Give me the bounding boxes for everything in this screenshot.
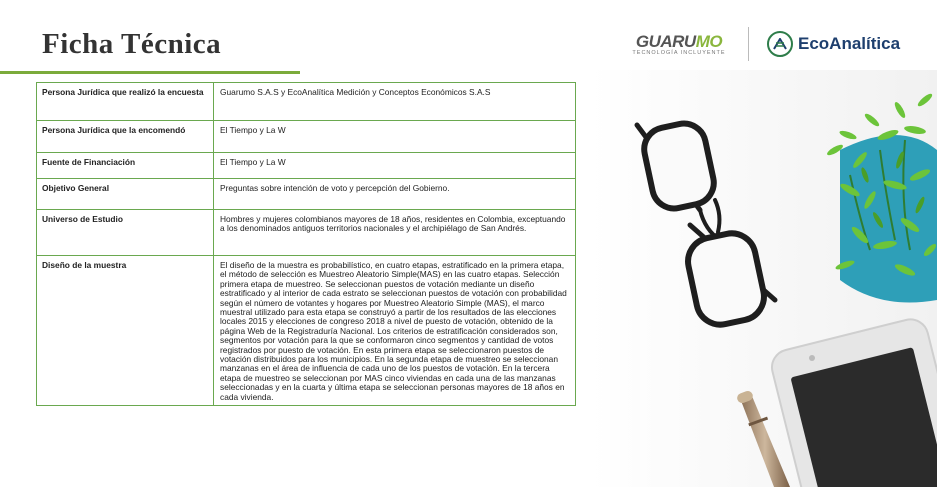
row-value: Guarumo S.A.S y EcoAnalítica Medición y Conceptos Económicos S.A.S [214, 83, 576, 121]
row-value: Hombres y mujeres colombianos mayores de 18 años, residentes en Colombia, exceptuando a los denominados antiguos territorios nacionales y el archipiélago de San Andrés. [214, 210, 576, 256]
guarumo-tagline: TECNOLOGÍA INCLUYENTE [632, 50, 726, 56]
row-label: Objetivo General [37, 179, 214, 210]
ecoanalitica-name: EcoAnalítica [798, 34, 901, 53]
ecoanalitica-logo [767, 31, 900, 57]
table-row [37, 83, 576, 121]
row-label: Universo de Estudio [37, 210, 214, 256]
row-label: Persona Jurídica que realizó la encuesta [37, 83, 214, 121]
table-row [37, 179, 576, 210]
table-row [37, 121, 576, 153]
ecoanalitica-mark-icon [767, 31, 793, 57]
row-label: Persona Jurídica que la encomendó [37, 121, 214, 153]
row-value: El diseño de la muestra es probabilístico, en cuatro etapas, estratificado en la primera etapa, el método de selección es Muestreo Aleatorio Simple(MAS) en las cuatro etapas. Selección primera etapa de muestreo. Se seleccionan puestos de votación mediante un diseño estratificado y al interior de cada estrato se seleccionan puestos de votación con probabilidad según el número de votantes y hogares por Muestreo Aleatorio Simple (MAS), el marco muestral utilizado para esta etapa se construyó a partir de los resultados de las elecciones locales 2015 y elecciones de congreso 2018 a nivel de puesto de votación, obtenido de la página Web de la Registraduría Nacional. Los criterios de estratificación considerados son, segmentos por votación para la que se conformaron cinco segmentos y cantidad de votos registrados por puesto de votación. En esta primera etapa se seleccionaron puestos de votación distribuidos para los municipios. En la segunda etapa de muestreo se seleccionan manzanas en el área de influencia de cada uno de los puestos de votación. En la tercera etapa de muestreo se seleccionan por MAS cinco viviendas en cada una de las manzanas seleccionadas y en la cuarta y última etapa se seleccionan personas mayores de 18 años en cada vivienda. [214, 256, 576, 406]
logo-bar [626, 26, 900, 62]
page-title: Ficha Técnica [42, 28, 222, 60]
technical-sheet-table [36, 82, 576, 406]
table-row [37, 256, 576, 406]
title-underline [0, 71, 300, 74]
row-label: Fuente de Financiación [37, 153, 214, 179]
row-value: El Tiempo y La W [214, 153, 576, 179]
row-label: Diseño de la muestra [37, 256, 214, 406]
table-row [37, 210, 576, 256]
row-value: Preguntas sobre intención de voto y percepción del Gobierno. [214, 179, 576, 210]
guarumo-logo: GUARUMO TECNOLOGÍA INCLUYENTE [626, 32, 732, 56]
table-row [37, 153, 576, 179]
logo-divider [748, 27, 749, 61]
row-value: El Tiempo y La W [214, 121, 576, 153]
